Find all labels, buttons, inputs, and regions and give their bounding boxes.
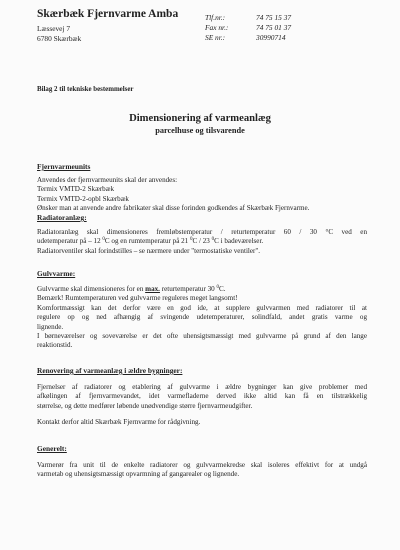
section-heading-fjernvarmeunits: Fjernvarmeunits: [37, 162, 91, 171]
page-title: Dimensionering af varmeanlæg: [129, 113, 271, 124]
text-line: Radiatoranlæg skal dimensioneres fremløbstemperatur / returtemperatur 60 / 30 °C ved en: [37, 228, 367, 236]
appendix-label: Bilag 2 til tekniske bestemmelser: [37, 86, 134, 93]
se-value: 30990714: [256, 33, 286, 42]
text-line: udetemperatur på – 12 $^0$C og en rumtemperatur på 21 $^0$C / 23 $^0$C i badeværelser.: [37, 237, 264, 246]
text-line: afkølingen af fjernvarmevandet, idet varmefladerne derved ikke altid kan få en tilstrækkelig: [37, 392, 367, 401]
se-label: SE nr.:: [205, 33, 226, 42]
page-subtitle: parcelhuse og tilsvarende: [155, 126, 245, 135]
section-heading-generelt: Generelt:: [37, 444, 67, 453]
text-line: Komfortmæssigt kan det derfor være en god ide, at supplere gulvvarmen med radiatorer til at: [37, 303, 367, 312]
section-heading-gulvvarme: Gulvvarme:: [37, 269, 76, 278]
text-line: varmetab og uhensigtsmæssigt opvarmning af gangarealer og lignende.: [37, 470, 240, 479]
company-name: Skærbæk Fjernvarme Amba: [37, 8, 179, 20]
renovering-body: [37, 383, 367, 411]
fax-label: Fax nr.:: [205, 23, 229, 32]
text-line: størrelse, og dette medfører løbende unødvendige større fjernvarmeudgifter.: [37, 401, 253, 410]
gulvvarme-body: [37, 285, 367, 351]
fjernvarmeunits-body: [37, 176, 367, 214]
address-line-1: Læssevej 7: [37, 24, 71, 33]
text-line: Fjernelser af radiatorer og etablering af gulvvarme i ældre bygninger kan give problemer med: [37, 383, 367, 391]
address-line-2: 6780 Skærbæk: [37, 34, 82, 43]
phone-value: 74 75 15 37: [256, 13, 292, 22]
section-heading-radiator: Radiatoranlæg:: [37, 213, 87, 222]
text-line: Varmerør fra unit til de enkelte radiatorer og gulvvarmekredse skal isoleres effektivt for at undgå: [37, 461, 367, 469]
phone-label: Tlf.nr.:: [205, 13, 226, 22]
renovering-contact: Kontakt derfor altid Skærbæk Fjernvarme for rådgivning.: [37, 418, 201, 426]
text-line: Termix VMTD-2 Skærbæk: [37, 185, 115, 194]
text-line: lignende.: [37, 322, 64, 331]
text-line: Gulvvarme skal dimensioneres for en max. returtemperatur 30 $^0$C.: [37, 285, 226, 293]
text-line: Anvendes der fjernvarmeunits skal der anvendes:: [37, 176, 178, 184]
generelt-body: [37, 461, 367, 480]
radiator-body: [37, 228, 367, 256]
fax-value: 74 75 01 37: [256, 23, 292, 32]
text-line: I børneværelser og soveværelse er det ofte uhensigtsmæssigt med gulvvarme på grund af den lange: [37, 332, 367, 341]
section-heading-renovering: Renovering af varmeanlæg i ældre bygninger:: [37, 366, 183, 375]
text-line: Bemærk! Rumtemperaturen ved gulvvarme reguleres meget langsomt!: [37, 294, 238, 303]
text-line: reaktionstid.: [37, 341, 73, 350]
text-line: regulere op og ned afhængig af svingende udetemperaturer, solindfald, andet gratis varme og: [37, 313, 367, 322]
text-line: Termix VMTD-2-opbl Skærbæk: [37, 194, 129, 203]
text-line: Radiatorventiler skal forindstilles – se nærmere under "termostatiske ventiler".: [37, 246, 261, 255]
text-line: Ønsker man at anvende andre fabrikater skal disse forinden godkendes af Skærbæk Fjernvarme.: [37, 204, 310, 213]
